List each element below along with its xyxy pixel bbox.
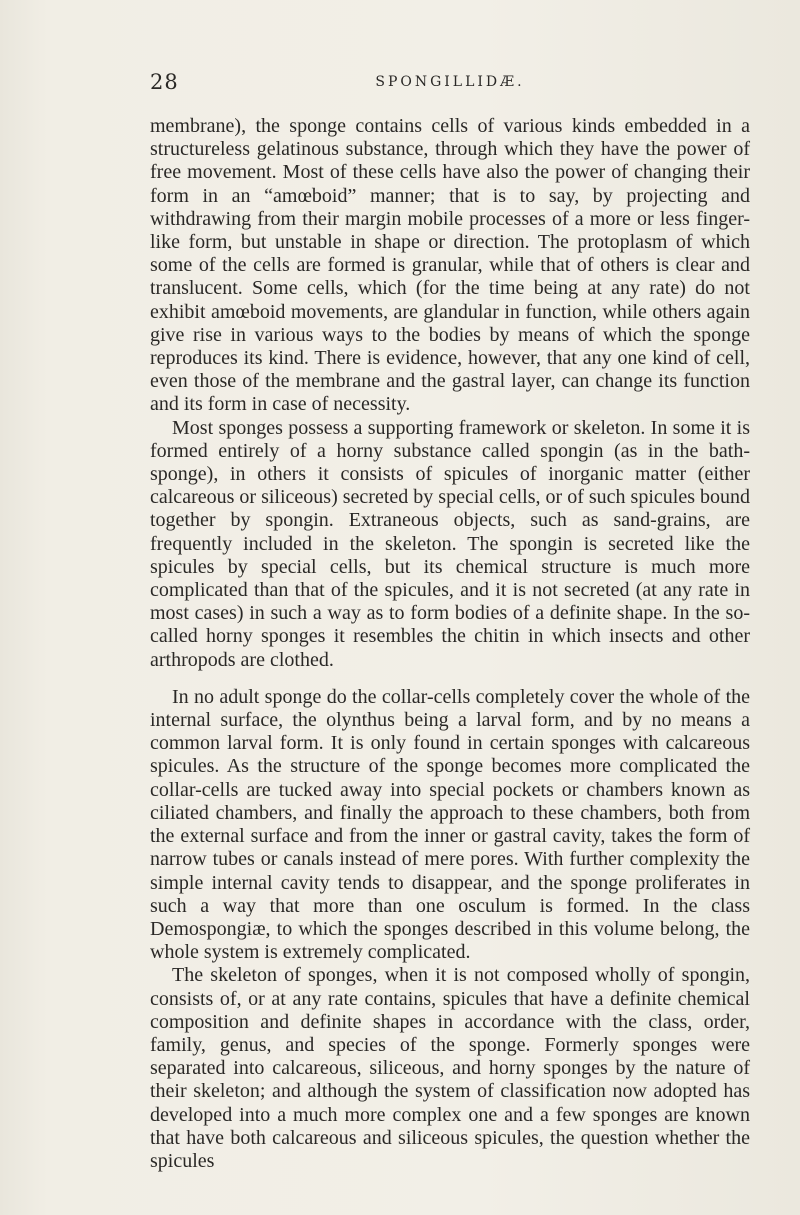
body-text [150,115,750,1173]
paragraph-spicules: The skeleton of sponges, when it is not composed wholly of spongin, consists of, or at any rate contains, spicules that have a definite chemical composition and definite shapes in accordance with the class, order, family, genus, and species of the sponge. Formerly sponges were separated into calcareous, siliceous, and horny sponges by the nature of their skeleton; and although the system of classification now adopted has developed into a much more complex one and a few sponges are known that have both calcareous and siliceous spicules, the question whether the spicules [150,964,750,1172]
paragraph-continued: membrane), the sponge contains cells of various kinds embedded in a structureless gelatinous substance, through which they have the power of free movement. Most of these cells have also the power of changing their form in an “amœboid” manner; that is to say, by projecting and withdrawing from their margin mobile processes of a more or less finger-like form, but unstable in shape or direction. The protoplasm of which some of the cells are formed is granular, while that of others is clear and translucent. Some cells, which (for the time being at any rate) do not exhibit amœboid movements, are glandular in function, while others again give rise in various ways to the bodies by means of which the sponge reproduces its kind. There is evidence, however, that any one kind of cell, even those of the membrane and the gastral layer, can change its function and its form in case of necessity. [150,115,750,416]
paragraph-skeleton: Most sponges possess a supporting framework or skeleton. In some it is formed entirely of a horny substance called spongin (as in the bath-sponge), in others it consists of spicules of inorganic matter (either calcareous or siliceous) secreted by special cells, or of such spicules bound together by spongin. Extraneous objects, such as sand-grains, are frequently included in the skeleton. The spongin is secreted like the spicules by special cells, but its chemical structure is much more complicated than that of the spicules, and it is not secreted (at any rate in most cases) in such a way as to form bodies of a definite shape. In the so-called horny sponges it resembles the chitin in which insects and other arthropods are clothed. [150,416,750,671]
paragraph-collar-cells: In no adult sponge do the collar-cells completely cover the whole of the internal surface, the olynthus being a larval form, and by no means a common larval form. It is only found in certain sponges with calcareous spicules. As the structure of the sponge becomes more complicated the collar-cells are tucked away into special pockets or chambers known as ciliated chambers, and finally the approach to these chambers, both from the external surface and from the inner or gastral cavity, takes the form of narrow tubes or canals instead of mere pores. With further complexity the simple internal cavity tends to disappear, and the sponge proliferates in such a way that more than one osculum is formed. In the class Demospongiæ, to which the sponges described in this volume belong, the whole system is extremely complicated. [150,685,750,964]
running-head [150,70,750,100]
page-number: 28 [150,70,179,94]
running-title: SPONGILLIDÆ. [375,74,525,90]
